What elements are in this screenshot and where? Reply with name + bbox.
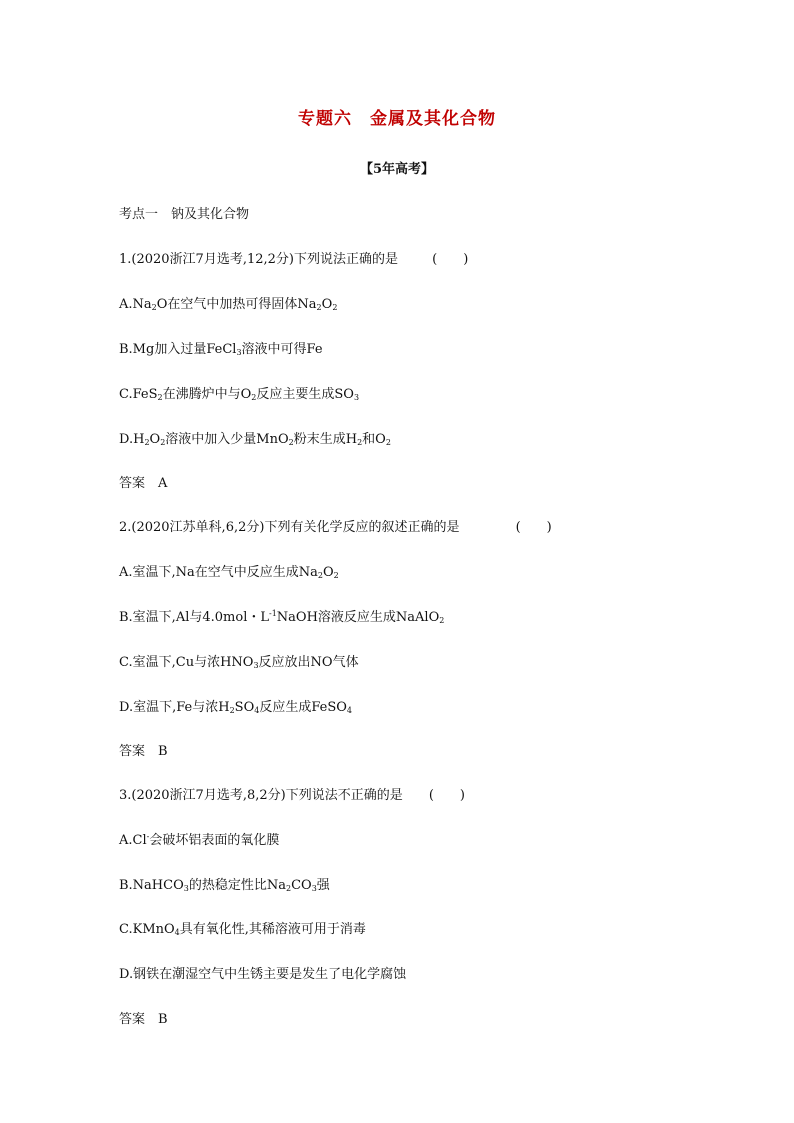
q1-option-a: $A.Na_2O$在空气中加热可得固体$Na_2O_2$ [119,297,338,312]
q3-a-part2: 会破坏铝表面的氧化膜 [149,833,280,848]
sub-3: 3 [353,393,360,402]
question-3-stem [119,784,465,803]
q3-c-part1: C.KMnO [119,922,175,937]
section-subtitle: 【5年高考】 [359,162,435,177]
q3-a-part1: A.Cl [119,833,147,848]
q1-option-c [119,383,359,402]
q2-a-part1: A.室温下,Na在空气中反应生成Na [119,565,318,580]
q2-option-c [119,651,359,670]
sub-2: 2 [288,438,294,447]
q2-option-a: A.室温下,Na在空气中反应生成$Na_2O_2$ [119,565,339,580]
sub-3: 3 [311,884,317,893]
q3-b-part2: 的热稳定性比Na [188,878,286,893]
sub-2: 2 [157,393,163,402]
q1-b-part2: 溶液中可得Fe [241,342,323,357]
q2-c-part1: C.室温下,Cu与浓HNO [119,655,254,670]
sub-2: 2 [332,303,338,312]
sub-2: 2 [144,438,150,447]
sub-4: 4 [174,928,180,937]
sub-2: 2 [357,438,363,447]
q2-d-part2: SO [234,700,255,715]
page-title: 专题六 金属及其化合物 [298,109,496,129]
sub-2: 2 [160,438,166,447]
q2-answer-blank: ( ) [515,520,552,535]
q1-d-part5: 和O [362,432,386,447]
q3-b-part3: CO [291,878,312,893]
sub-3: 3 [236,348,242,357]
q1-answer-blank: ( ) [432,252,469,267]
q2-b-part1: B.室温下,Al与4.0mol・L [119,610,269,625]
q1-answer: 答案 A [119,476,168,491]
sub-4: 4 [346,706,353,715]
sub-2: 2 [251,393,257,402]
q1-c-part2: 在沸腾炉中与O [162,387,252,402]
q2-d-part1: D.室温下,Fe与浓H [119,700,230,715]
q2-answer: 答案 B [119,744,168,759]
q1-d-part3: 溶液中加入少量MnO [165,432,289,447]
q3-option-d: D.钢铁在潮湿空气中生锈主要是发生了电化学腐蚀 [119,967,407,982]
q1-d-part1: D.H [119,432,145,447]
q3-option-b [119,874,330,893]
sub-3: 3 [183,884,189,893]
q3-b-part4: 强 [316,878,330,893]
q3-option-c [119,918,366,937]
q1-stem-text: 1.(2020浙江7月选考,12,2分)下列说法正确的是 [119,252,398,267]
q3-c-part2: 具有氧化性,其稀溶液可用于消毒 [179,922,366,937]
q1-a-part2: O在空气中加热可得固体Na [156,297,317,312]
q1-c-part1: C.FeS [119,387,158,402]
q2-option-d [119,696,352,715]
q2-b-part2: NaOH溶液反应生成NaAlO [276,610,440,625]
question-2-stem [119,516,552,535]
q1-c-part3: 反应主要生成SO [256,387,354,402]
q1-d-part2: O [149,432,161,447]
sub-2: 2 [385,438,391,447]
q3-answer-blank: ( ) [428,788,466,803]
sup-minus: - [146,832,150,841]
sub-3: 3 [253,661,259,670]
q1-option-d [119,428,391,447]
sup-minus-1: -1 [268,609,277,618]
q1-d-part4: 粉末生成H [293,432,358,447]
topic-heading: 考点一 钠及其化合物 [119,207,250,222]
sub-2: 2 [317,571,323,580]
q2-d-part3: 反应生成FeSO [259,700,347,715]
sub-2: 2 [316,303,322,312]
q2-option-b [119,606,444,625]
sub-2: 2 [333,571,339,580]
q1-option-b [119,338,323,357]
sub-2: 2 [286,884,292,893]
q3-b-part1: B.NaHCO [119,878,184,893]
q1-b-part1: B.Mg加入过量FeCl [119,342,237,357]
q3-answer: 答案 B [119,1012,168,1027]
q1-a-part1: A.Na [119,297,152,312]
sub-2: 2 [229,706,235,715]
q3-option-a [119,829,279,848]
sub-2: 2 [439,616,445,625]
sub-2: 2 [151,303,157,312]
sub-4: 4 [254,706,260,715]
q2-stem-text: 2.(2020江苏单科,6,2分)下列有关化学反应的叙述正确的是 [119,520,460,535]
q2-c-part2: 反应放出NO气体 [258,655,359,670]
q3-stem-text: 3.(2020浙江7月选考,8,2分)下列说法不正确的是 [119,788,403,803]
question-1-stem [119,248,468,267]
